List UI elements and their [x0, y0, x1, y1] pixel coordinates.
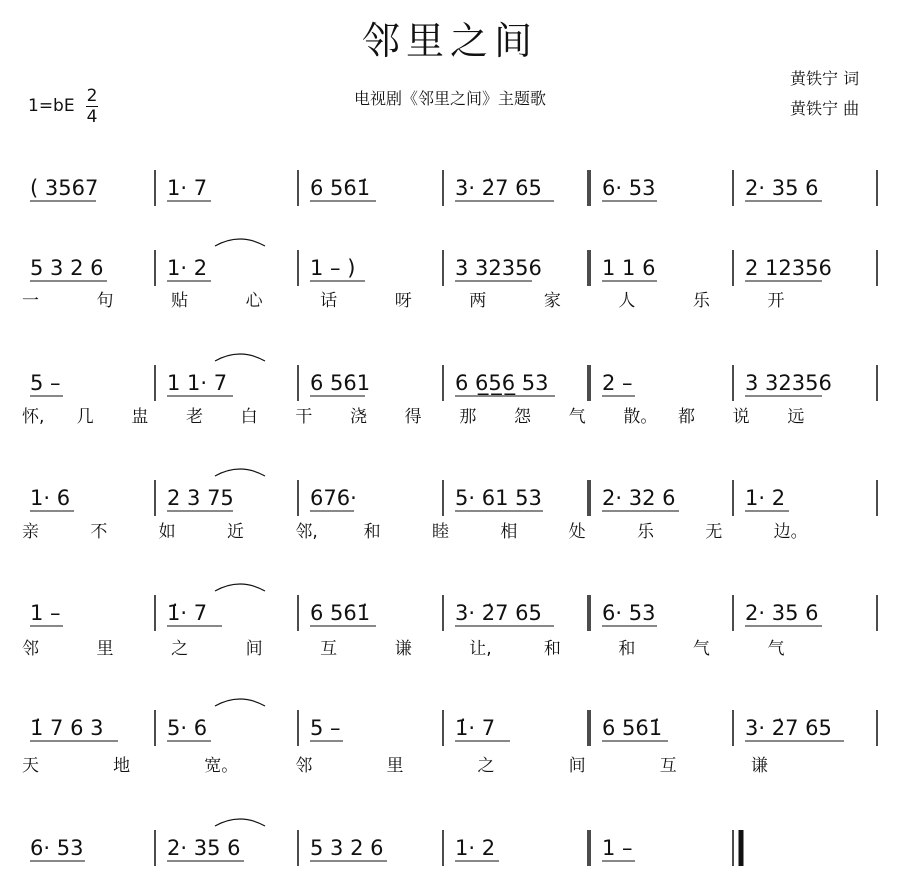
lyric-syllable: 之: [477, 756, 495, 776]
measure-notes: 1 –: [602, 836, 633, 860]
measure-notes: 5 3 2 6: [30, 256, 104, 280]
lyricist-credit: 黄铁宁 词: [790, 69, 860, 88]
time-numerator: 2: [86, 86, 98, 106]
measure-notes: 2· 32 6: [602, 486, 676, 510]
lyric-syllable: 心: [245, 291, 263, 311]
lyric-syllable: 互: [320, 639, 338, 659]
lyric-syllable: 间: [245, 639, 263, 659]
lyric-syllable: 呀: [394, 291, 412, 311]
measure-notes: 1 – ): [310, 256, 356, 280]
lyric-syllable: 怀,: [22, 407, 45, 427]
lyric-syllable: 互: [659, 756, 677, 776]
measure-notes: 1̇ 7 6 3: [30, 716, 104, 740]
lyric-syllable: 浇: [350, 407, 367, 427]
lyric-syllable: 如: [158, 522, 176, 542]
slur-arc: [215, 469, 265, 476]
measure-notes: 6 561̇: [310, 601, 371, 625]
lyric-syllable: 干: [295, 407, 313, 427]
lyric-syllable: 几: [76, 407, 94, 427]
measure-notes: 5 –: [30, 371, 61, 395]
lyric-syllable: 乐: [692, 291, 710, 311]
lyric-syllable: 远: [787, 407, 805, 427]
lyric-syllable: 谦: [750, 756, 768, 776]
measure-notes: 6· 53: [30, 836, 84, 860]
measure-notes: 6 561̇: [602, 716, 663, 740]
lyric-syllable: 处: [568, 522, 586, 542]
measure-notes: 2· 35 6: [745, 601, 819, 625]
lyric-syllable: 亲: [22, 522, 39, 542]
lyric-syllable: 里: [96, 639, 114, 659]
lyric-syllable: 不: [90, 522, 108, 542]
lyric-syllable: 气: [568, 407, 586, 427]
measure-notes: 6 6̲5̲6̲ 53: [455, 371, 549, 395]
slur-arc: [215, 354, 265, 361]
lyric-syllable: 边。: [773, 522, 808, 542]
lyric-syllable: 宽。: [204, 756, 239, 776]
lyric-syllable: 地: [113, 756, 131, 776]
measure-notes: 1· 7: [167, 176, 208, 200]
measure-notes: 5 –: [310, 716, 341, 740]
lyric-syllable: 盅: [131, 407, 149, 427]
slur-arc: [215, 584, 265, 591]
measure-notes: 6 561: [310, 371, 371, 395]
measure-notes: 3· 2̇7 65: [455, 601, 542, 625]
lyric-syllable: 之: [171, 639, 189, 659]
lyric-syllable: 和: [543, 639, 561, 659]
measure-notes: 5· 61 53: [455, 486, 542, 510]
measure-notes: 2 –: [602, 371, 633, 395]
slur-arc: [215, 699, 265, 706]
composer-credit: 黄铁宁 曲: [790, 99, 860, 118]
lyric-syllable: 让,: [469, 639, 492, 659]
lyric-syllable: 无: [705, 522, 723, 542]
lyric-syllable: 怨: [514, 407, 531, 427]
lyric-syllable: 和: [618, 639, 636, 659]
measure-notes: 3 32356: [455, 256, 542, 280]
lyric-syllable: 都: [678, 407, 695, 427]
measure-notes: 1̇· 7: [455, 716, 496, 740]
lyric-syllable: 开: [767, 291, 785, 311]
measure-notes: 6· 53: [602, 176, 656, 200]
measure-notes: 2· 35 6: [745, 176, 819, 200]
measure-notes: 6· 53: [602, 601, 656, 625]
measure-notes: 6 561̇: [310, 176, 371, 200]
measure-notes: 3 32356: [745, 371, 832, 395]
lyric-syllable: 邻: [295, 756, 313, 776]
measure-notes: 1 1· 7: [167, 371, 228, 395]
lyric-syllable: 家: [543, 291, 561, 311]
lyric-syllable: 白: [240, 407, 258, 427]
measure-notes: 1· 6: [30, 486, 71, 510]
lyric-syllable: 和: [363, 522, 381, 542]
measure-notes: 3· 2̇7 65: [745, 716, 832, 740]
lyric-syllable: 相: [500, 522, 518, 542]
measure-notes: 1̇· 7: [167, 601, 208, 625]
measure-notes: 3· 2̇7 65: [455, 176, 542, 200]
song-title: 邻里之间: [361, 19, 538, 63]
measure-notes: 676·: [310, 486, 357, 510]
measure-notes: 1· 2: [455, 836, 496, 860]
lyric-syllable: 邻: [22, 639, 39, 659]
measure-notes: 2 12356: [745, 256, 832, 280]
measure-notes: 5· 6: [167, 716, 208, 740]
measure-notes: 1· 2: [167, 256, 208, 280]
lyric-syllable: 邻,: [295, 522, 318, 542]
lyric-syllable: 散。: [623, 407, 658, 427]
measure-notes: 1· 2: [745, 486, 786, 510]
lyric-syllable: 话: [320, 291, 338, 311]
lyric-syllable: 两: [469, 291, 487, 311]
slur-arc: [215, 819, 265, 826]
key-signature: 1=bE: [28, 96, 75, 116]
measure-notes: 2 3 75: [167, 486, 234, 510]
lyric-syllable: 间: [568, 756, 586, 776]
lyric-syllable: 句: [96, 291, 114, 311]
lyric-syllable: 乐: [637, 522, 654, 542]
measure-notes: 2· 35 6: [167, 836, 241, 860]
time-denominator: 4: [86, 107, 98, 127]
lyric-syllable: 老: [186, 407, 203, 427]
measure-notes: 5 3 2 6: [310, 836, 384, 860]
lyric-syllable: 那: [459, 407, 477, 427]
lyric-syllable: 近: [227, 522, 244, 542]
lyric-syllable: 睦: [432, 522, 449, 542]
lyric-syllable: 人: [618, 291, 636, 311]
lyric-syllable: 一: [22, 291, 39, 311]
lyric-syllable: 里: [386, 756, 404, 776]
lyric-syllable: 气: [767, 639, 785, 659]
measure-notes: 1 –: [30, 601, 61, 625]
lyric-syllable: 得: [404, 407, 422, 427]
slur-arc: [215, 239, 265, 246]
measure-notes: ( 3567: [30, 176, 99, 200]
lyric-syllable: 说: [732, 407, 750, 427]
song-subtitle: 电视剧《邻里之间》主题歌: [353, 89, 546, 108]
lyric-syllable: 谦: [394, 639, 412, 659]
measure-notes: 1 1 6: [602, 256, 656, 280]
lyric-syllable: 天: [22, 756, 39, 776]
lyric-syllable: 气: [692, 639, 710, 659]
lyric-syllable: 贴: [171, 291, 189, 311]
